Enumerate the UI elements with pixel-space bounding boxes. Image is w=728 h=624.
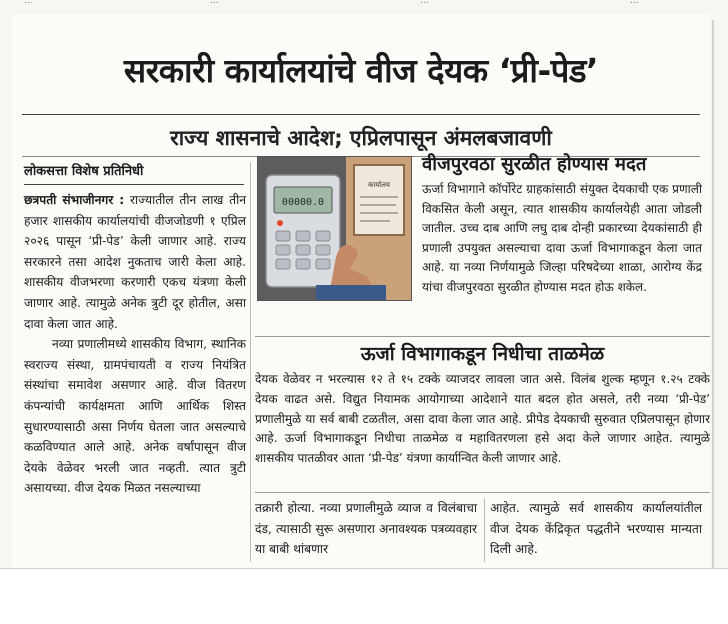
byline: लोकसत्ता विशेष प्रतिनिधी: [24, 164, 144, 179]
cropped-text-fragment: ...: [630, 0, 639, 6]
cropped-text-fragment: ...: [420, 0, 429, 6]
dateline: छत्रपती संभाजीनगर :: [24, 193, 125, 207]
bottom-rule: [255, 492, 710, 493]
prepaid-meter-photo: [257, 156, 412, 301]
bottom-column-divider: [484, 498, 485, 562]
bottom-right-text: आहेत. त्यामुळे सर्व शासकीय कार्यालयांतील वीज देयक केंद्रिकृत पद्धतीने भरण्यास मान्यता दिली आहे.: [490, 501, 702, 557]
meter-led: [277, 220, 283, 226]
meter-keypad: [276, 231, 330, 269]
left-para-1: [24, 190, 246, 334]
section1-body: ऊर्जा विभागाने कॉर्पोरेट ग्राहकांसाठी संयुक्त देयकाची एक प्रणाली विकसित केली असून, त्यात शासकीय कार्यालयेही आता जोडली जातील. उच्च दाब आणि लघु दाब दोन्ही प्रकारच्या देयकांसाठी ही प्रणाली उपयुक्त असल्याचा दावा ऊर्जा विभागाकडून केला जात आहे. या नव्या निर्णयामुळे जिल्हा परिषदेच्या शाळा, आरोग्य केंद्र यांचा वीजपुरवठा सुरळीत होण्यास मदत होऊ शकेल.: [422, 182, 702, 294]
notice-line: कार्यालय: [368, 181, 390, 189]
bottom-column-right: [490, 498, 702, 560]
section2-title: ऊर्जा विभागाकडून निधीचा ताळमेळ: [360, 343, 605, 365]
headline-rule: [22, 114, 700, 115]
column-divider: [250, 162, 251, 562]
section2-text: [255, 370, 710, 469]
left-column: [24, 190, 246, 499]
section2-body: देयक वेळेवर न भरल्यास १२ ते १५ टक्के व्याजदर लावला जात असे. विलंब शुल्क म्हणून १.२५ टक्के देयक वाढत असे. विद्युत नियामक आयोगाच्या आदेशाने यात बदल होत असले, तरी नव्या ‘प्री-पेड’ प्रणालीमुळे या सर्व बाबी टळतील, असा दावा केला जात आहे. प्रीपेड देयकाची सुरुवात एप्रिलपासून होणार आहे. ऊर्जा विभागाकडून निधीचा ताळमेळ व महावितरणला हसे अदा केले जाणार आहेत. त्यामुळे शासकीय पातळीवर आता ‘प्री-पेड’ यंत्रणा कार्यान्वित केली जाणार आहे.: [255, 372, 710, 466]
section1-text-top: [422, 180, 702, 298]
left-para-2: नव्या प्रणालीमध्ये शासकीय विभाग, स्थानिक स्वराज्य संस्था, ग्रामपंचायती व राज्य नियंत्रित संस्थांचा समावेश असणार आहे. वीज वितरण कंपन्यांची कार्यक्षमता आणि आर्थिक शिस्त सुधारण्यासाठी असा निर्णय घेतला जात असल्याचे कळविण्यात आले आहे. अनेक वर्षांपासून वीज देयके वेळेवर भरली जात नव्हती. त्यात त्रुटी असायच्या. वीज देयक मिळत नसल्याच्या: [24, 337, 246, 496]
meter-illustration: [258, 157, 411, 300]
subheadline: राज्य शासनाचे आदेश; एप्रिलपासून अंमलबजावणी: [170, 126, 552, 150]
bottom-mid-text: तक्रारी होत्या. नव्या प्रणालीमुळे व्याज व विलंबाचा दंड, त्यासाठी सुरू असणारा अनावश्यक पत्रव्यवहार या बाबी थांबणार: [255, 501, 477, 557]
section2-rule: [255, 336, 710, 337]
meter-reading: 00000.0: [281, 197, 325, 208]
notice-board: [354, 165, 404, 235]
news-clipping: [12, 14, 710, 568]
cropped-text-fragment: ...: [24, 0, 33, 6]
cropped-previous-article-strip: [0, 0, 728, 12]
bottom-column-middle: [255, 498, 477, 560]
column-divider-right: [712, 20, 714, 568]
sleeve: [316, 285, 386, 300]
byline-rule: [24, 184, 244, 185]
page-margin-bottom: [0, 568, 728, 624]
left-para-1-text: राज्यातील तीन लाख तीन हजार शासकीय कार्यालयांची वीजजोडणी १ एप्रिल २०२६ पासून ‘प्री-पेड’ केली जाणार आहे. राज्य सरकारने तसा आदेश नुकताच जारी केला आहे. शासकीय वीजभरणा करणारी एकच यंत्रणा केली जाणार आहे. त्यामुळे अनेक त्रुटी दूर होतील, असा दावा केला जात आहे.: [24, 193, 247, 331]
section1-title: वीजपुरवठा सुरळीत होण्यास मदत: [422, 154, 647, 175]
headline: सरकारी कार्यालयांचे वीज देयक ‘प्री-पेड’: [123, 51, 599, 90]
cropped-text-fragment: ...: [210, 0, 219, 6]
